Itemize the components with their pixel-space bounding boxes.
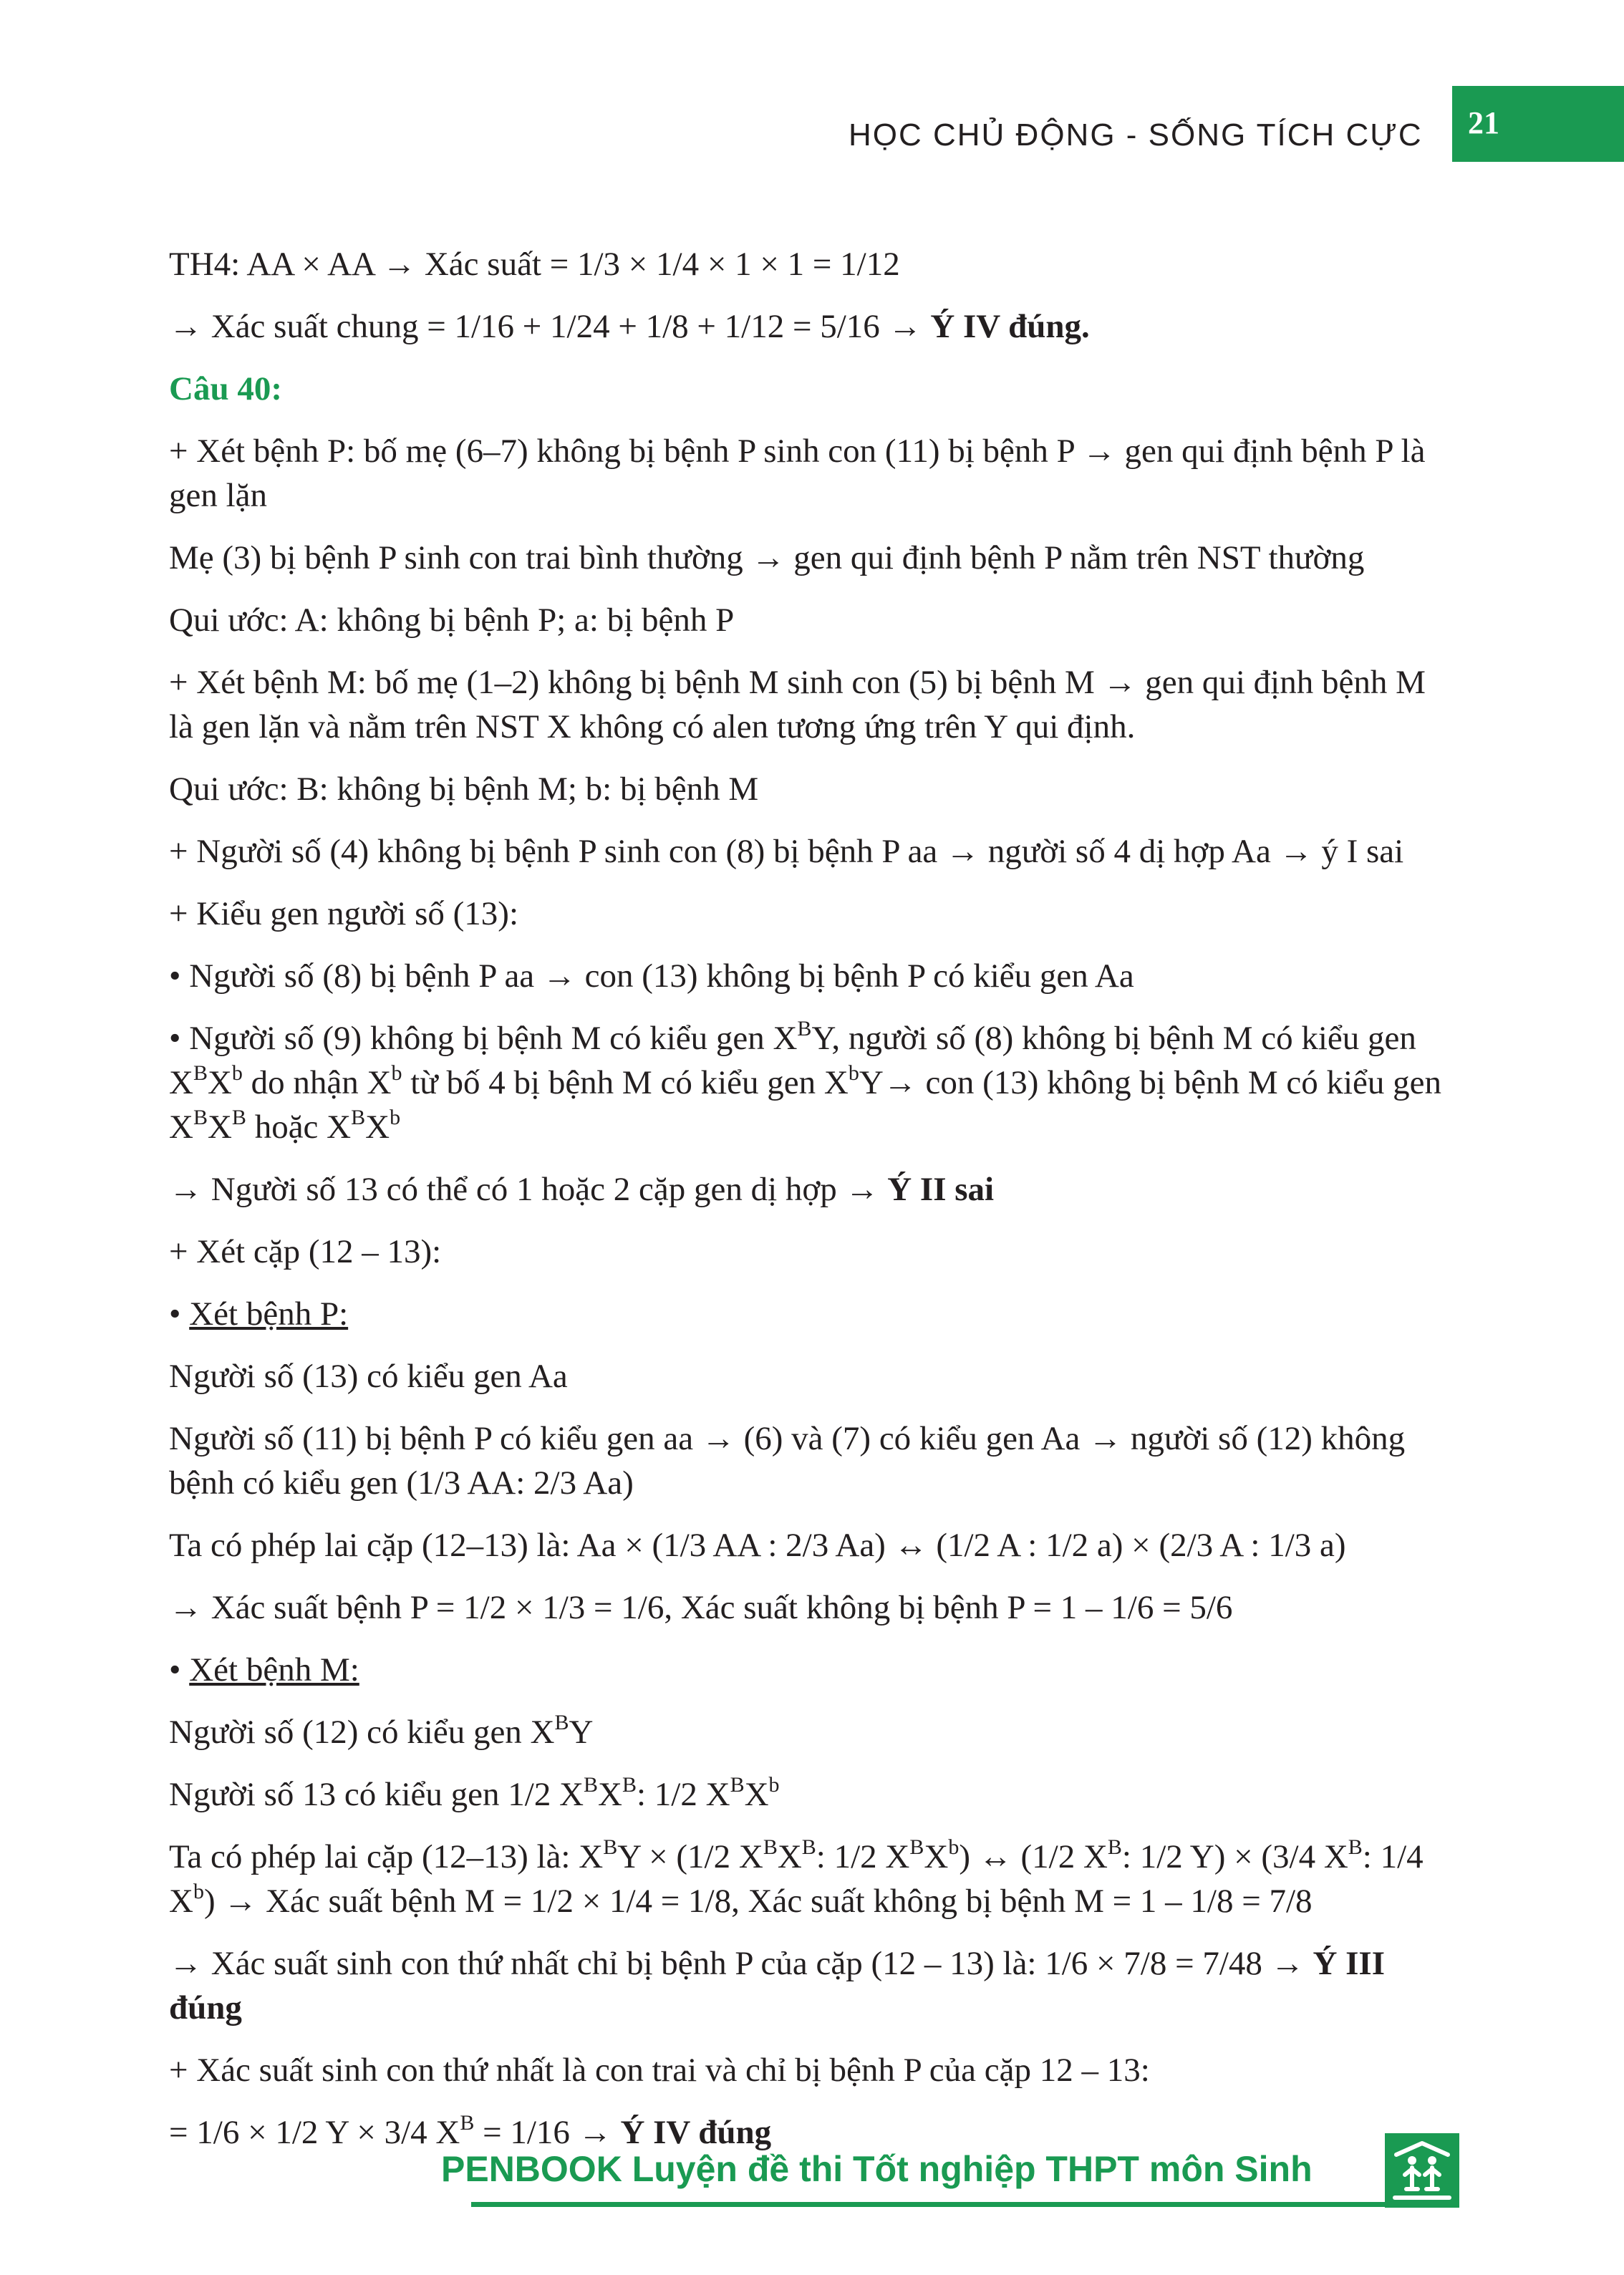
- header-title: HỌC CHỦ ĐỘNG - SỐNG TÍCH CỰC: [849, 117, 1423, 153]
- penbook-logo-svg: [1385, 2133, 1459, 2208]
- superscript: B: [603, 1835, 618, 1859]
- text-line: + Xét cặp (12 – 13):: [169, 1233, 442, 1270]
- superscript: b: [948, 1835, 960, 1859]
- text-segment: X: [207, 1108, 232, 1146]
- superscript: B: [909, 1835, 924, 1859]
- bullet: •: [169, 1651, 190, 1689]
- superscript: B: [193, 1106, 208, 1129]
- conclusion-bold: Ý IV đúng.: [930, 308, 1090, 345]
- text-segment: Y→ con (13) không bị bệnh M có kiểu gen X: [169, 1064, 1442, 1146]
- text-segment: = 1/16 →: [474, 2114, 621, 2151]
- text-line: [169, 1016, 1458, 1149]
- text-line: + Kiểu gen người số (13):: [169, 895, 519, 932]
- superscript: B: [801, 1835, 816, 1859]
- superscript: B: [622, 1773, 637, 1797]
- text-line: [169, 1648, 1458, 1692]
- text-segment: X: [924, 1838, 949, 1875]
- text-segment: • Người số (9) không bị bệnh M có kiểu gen X: [169, 1020, 798, 1057]
- text-segment: X: [365, 1108, 390, 1146]
- subheading-underlined: Xét bệnh M:: [189, 1651, 359, 1689]
- superscript: b: [768, 1773, 780, 1797]
- text-line: Qui ước: A: không bị bệnh P; a: bị bệnh P: [169, 602, 735, 639]
- text-segment: hoặc X: [246, 1108, 352, 1146]
- text-segment: → Người số 13 có thể có 1 hoặc 2 cặp gen dị hợp →: [169, 1171, 888, 1208]
- superscript: b: [390, 1106, 401, 1129]
- text-segment: = 1/6 × 1/2 Y × 3/4 X: [169, 2114, 460, 2151]
- text-line: Mẹ (3) bị bệnh P sinh con trai bình thường → gen qui định bệnh P nằm trên NST thường: [169, 539, 1365, 576]
- text-line: TH4: AA × AA → Xác suất = 1/3 × 1/4 × 1 × 1 = 1/12: [169, 246, 900, 283]
- text-segment: do nhận X: [242, 1064, 392, 1101]
- text-line: [169, 1292, 1458, 1336]
- text-line: [169, 1710, 1458, 1754]
- text-segment: X: [598, 1776, 622, 1813]
- superscript: B: [763, 1835, 778, 1859]
- superscript: B: [730, 1773, 745, 1797]
- superscript: B: [193, 1061, 208, 1085]
- text-segment: từ bố 4 bị bệnh M có kiểu gen X: [402, 1064, 849, 1101]
- superscript: B: [1107, 1835, 1122, 1859]
- page-number: 21: [1468, 105, 1499, 140]
- text-segment: X: [207, 1064, 232, 1101]
- text-segment: ) → Xác suất bệnh M = 1/2 × 1/4 = 1/8, Xác suất không bị bệnh M = 1 – 1/8 = 7/8: [203, 1883, 1313, 1920]
- text-segment: X: [744, 1776, 769, 1813]
- superscript: b: [848, 1061, 859, 1085]
- text-line: → Xác suất bệnh P = 1/2 × 1/3 = 1/6, Xác suất không bị bệnh P = 1 – 1/6 = 5/6: [169, 1589, 1233, 1626]
- text-line: [169, 304, 1458, 349]
- text-segment: Ta có phép lai cặp (12–13) là: X: [169, 1838, 604, 1875]
- superscript: B: [584, 1773, 599, 1797]
- superscript: b: [391, 1061, 402, 1085]
- subheading-underlined: Xét bệnh P:: [189, 1295, 349, 1333]
- text-segment: X: [777, 1838, 802, 1875]
- text-segment: : 1/2 X: [637, 1776, 730, 1813]
- text-line: • Người số (8) bị bệnh P aa → con (13) không bị bệnh P có kiểu gen Aa: [169, 957, 1134, 995]
- text-segment: : 1/4 X: [169, 1838, 1424, 1920]
- text-segment: Người số (12) có kiểu gen X: [169, 1714, 555, 1751]
- text-line: + Xét bệnh P: bố mẹ (6–7) không bị bệnh P sinh con (11) bị bệnh P → gen qui định bệnh P là gen lặn: [169, 433, 1426, 514]
- text-line: Người số (13) có kiểu gen Aa: [169, 1358, 568, 1395]
- conclusion-bold: Ý III đúng: [169, 1945, 1386, 2027]
- text-line: [169, 1941, 1458, 2030]
- superscript: B: [1348, 1835, 1363, 1859]
- superscript: B: [554, 1711, 569, 1734]
- superscript: B: [231, 1106, 246, 1129]
- text-line: + Xác suất sinh con thứ nhất là con trai và chỉ bị bệnh P của cặp 12 – 13:: [169, 2052, 1150, 2089]
- conclusion-bold: Ý IV đúng: [620, 2114, 772, 2151]
- text-line: Qui ước: B: không bị bệnh M; b: bị bệnh M: [169, 771, 759, 808]
- text-line: [169, 1167, 1458, 1212]
- text-segment: → Xác suất chung = 1/16 + 1/24 + 1/8 + 1/12 = 5/16 →: [169, 308, 931, 345]
- text-line: + Xét bệnh M: bố mẹ (1–2) không bị bệnh M sinh con (5) bị bệnh M → gen qui định bệnh M là gen lặn và nằm trên NST X không có alen tương ứng trên Y qui định.: [169, 664, 1426, 745]
- text-segment: Y, người số (8) không bị bệnh M có kiểu gen X: [169, 1020, 1416, 1101]
- text-segment: Y × (1/2 X: [617, 1838, 763, 1875]
- footer-title: PENBOOK Luyện đề thi Tốt nghiệp THPT môn Sinh: [441, 2149, 1313, 2189]
- question-heading: Câu 40:: [169, 370, 282, 407]
- text-segment: → Xác suất sinh con thứ nhất chỉ bị bệnh P của cặp (12 – 13) là: 1/6 × 7/8 = 7/48 →: [169, 1945, 1313, 1982]
- text-segment: Người số 13 có kiểu gen 1/2 X: [169, 1776, 584, 1813]
- text-segment: ) ↔ (1/2 X: [959, 1838, 1108, 1875]
- text-segment: : 1/2 Y) × (3/4 X: [1121, 1838, 1348, 1875]
- text-line: Ta có phép lai cặp (12–13) là: Aa × (1/3 AA : 2/3 Aa) ↔ (1/2 A : 1/2 a) × (2/3 A : 1/3 a): [169, 1527, 1346, 1564]
- text-segment: : 1/2 X: [816, 1838, 910, 1875]
- superscript: B: [797, 1017, 812, 1040]
- bullet: •: [169, 1295, 190, 1333]
- penbook-logo-icon: [1385, 2133, 1459, 2208]
- text-line: + Người số (4) không bị bệnh P sinh con (8) bị bệnh P aa → người số 4 dị hợp Aa → ý I sai: [169, 833, 1404, 870]
- superscript: b: [231, 1061, 243, 1085]
- conclusion-bold: Ý II sai: [887, 1171, 995, 1208]
- text-line: [169, 1835, 1458, 1923]
- superscript: b: [193, 1880, 204, 1903]
- text-line: [169, 1772, 1458, 1817]
- superscript: B: [351, 1106, 366, 1129]
- superscript: B: [460, 2111, 475, 2135]
- text-segment: Y: [569, 1714, 594, 1751]
- footer-rule: [471, 2202, 1459, 2207]
- text-line: Người số (11) bị bệnh P có kiểu gen aa → (6) và (7) có kiểu gen Aa → người số (12) không bệnh có kiểu gen (1/3 AA: 2/3 Aa): [169, 1420, 1406, 1502]
- page-body: [169, 242, 1458, 2173]
- page-number-box: [1452, 86, 1624, 162]
